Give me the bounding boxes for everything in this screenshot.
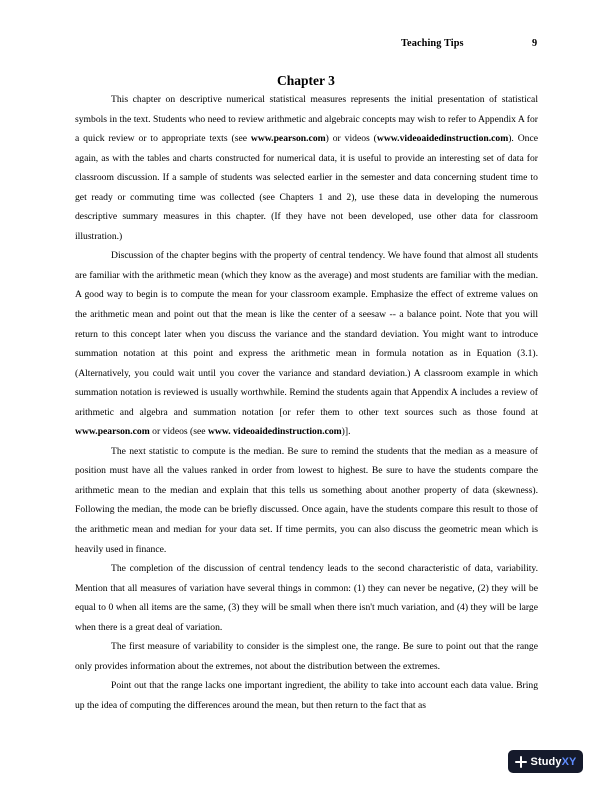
logo-text — [531, 756, 577, 768]
paragraph-text: This chapter on descriptive numerical statistical measures represents the initial presentation of statistical symbols in the text. Students who need to review arithmetic and algebraic concepts may wish to refer to Appendix A for a quick review or to appropriate texts (see — [75, 94, 538, 145]
plus-icon — [515, 756, 527, 768]
paragraph-text: Discussion of the chapter begins with the property of central tendency. We have found that almost all students are familiar with the arithmetic mean (which they know as the average) and most students are familiar with the median. A good way to begin is to compute the mean for your classroom example. Emphasize the effect of extreme values on the arithmetic mean and point out that the mean is like the center of a seesaw -- a balance point. Note that you will return to this concept later when you discuss the variance and the standard deviation. You might want to introduce summation notation at this point and express the arithmetic mean in formula notation as in Equation (3.1). (Alternatively, you could wait until you cover the variance and standard deviation.) A classroom example in which summation notation is reviewed is usually worthwhile. Remind the students again that Appendix A includes a review of arithmetic and algebra and summation notation [or refer them to other text sources such as those found at — [75, 250, 538, 418]
document-body — [75, 90, 538, 716]
logo-text-main: Study — [530, 755, 562, 768]
paragraph-text: )]. — [341, 426, 351, 438]
paragraph: The completion of the discussion of central tendency leads to the second characteristic of data, variability. Mention that all measures of variation have several things in common: (1) they can never be negative, (2) they will be equal to 0 when all items are the same, (3) they will be small when there isn't much variation, and (4) they will be large when there is a great deal of variation. — [75, 563, 538, 633]
paragraph-text: ). Once again, as with the tables and charts constructed for numerical data, it is useful to provide an interesting set of data for classroom discussion. If a sample of students was selected earlier in the semester and data concerning student time to get ready or commuting time was collected (see Chapters 1 and 2), use these data in developing the numerous descriptive summary measures in this chapter. (If they have not been developed, use other data for classroom illustration.) — [75, 133, 539, 242]
paragraph — [75, 90, 538, 246]
page-number: 9 — [532, 38, 538, 49]
paragraph: The next statistic to compute is the median. Be sure to remind the students that the median as a measure of position must have all the values ranked in order from lowest to highest. Be sure to have the students compare the arithmetic mean to the median and explain that this tells us something about another property of data (skewness). Following the median, the mode can be briefly discussed. Once again, have the students compare this result to those of the arithmetic mean and median for your data set. If time permits, you can also discuss the geometric mean which is heavily used in finance. — [75, 445, 538, 555]
studyxy-logo[interactable] — [508, 750, 583, 773]
logo-text-accent: XY — [561, 755, 577, 768]
paragraph-text: ) or videos ( — [325, 133, 377, 145]
page-header — [0, 38, 612, 52]
link-text: www.videoaidedinstruction.com — [376, 133, 509, 145]
link-text: www. videoaidedinstruction.com — [207, 426, 342, 438]
paragraph: Point out that the range lacks one important ingredient, the ability to take into account each data value. Bring up the idea of computing the differences around the mean, but then return to the fact that as — [75, 680, 538, 711]
paragraph: The first measure of variability to consider is the simplest one, the range. Be sure to point out that the range only provides information about the extremes, not about the distribution between the extremes. — [75, 641, 538, 672]
paragraph-text: or videos (see — [149, 426, 208, 438]
header-title: Teaching Tips — [401, 38, 464, 49]
chapter-title: Chapter 3 — [277, 73, 335, 88]
link-text: www.pearson.com — [75, 426, 150, 438]
link-text: www.pearson.com — [250, 133, 326, 145]
paragraph — [75, 246, 538, 441]
